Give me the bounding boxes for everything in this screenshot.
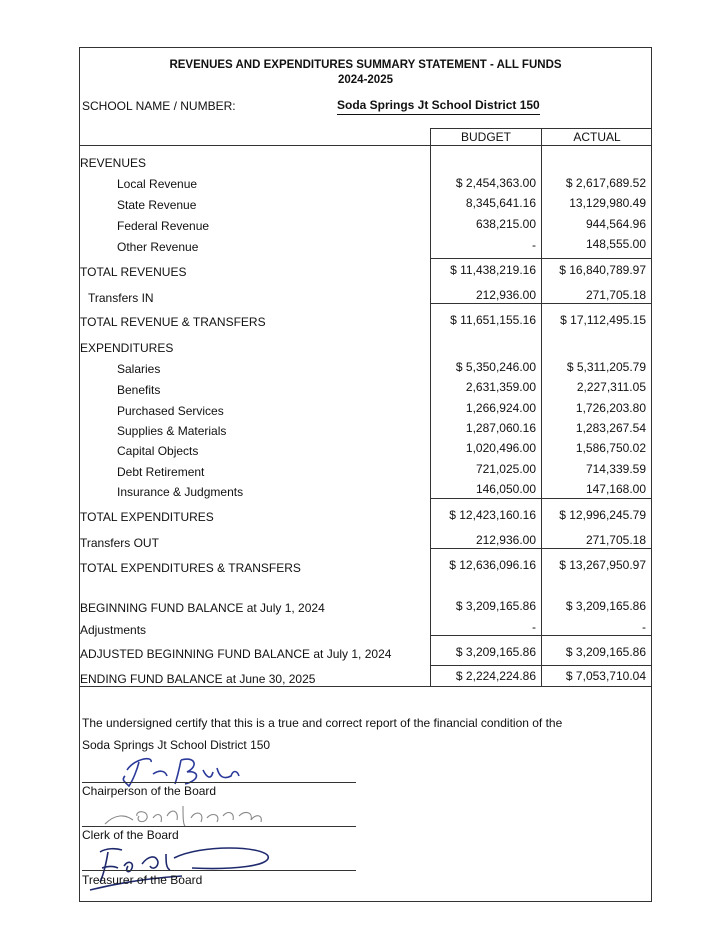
budget-local-revenue: $ 2,454,363.00 <box>455 176 536 190</box>
row-label-purchased-services: Purchased Services <box>117 404 224 418</box>
school-name-value: Soda Springs Jt School District 150 <box>337 98 540 115</box>
row-label-ending-fund-balance: ENDING FUND BALANCE at June 30, 2025 <box>80 672 316 686</box>
actual-supplies-materials: 1,283,267.54 <box>575 421 646 435</box>
adjustments-subtotal-line <box>430 635 651 636</box>
actual-transfers-out: 271,705.18 <box>585 533 646 547</box>
budget-total-expenditures-transfers: $ 12,636,096.16 <box>449 558 536 572</box>
row-label-adjustments: Adjustments <box>80 623 147 637</box>
actual-column-header: ACTUAL <box>573 130 621 144</box>
actual-total-expenditures: $ 12,996,245.79 <box>559 508 646 522</box>
clerk-label: Clerk of the Board <box>82 828 179 842</box>
row-label-supplies-materials: Supplies & Materials <box>117 424 227 438</box>
actual-beginning-fund-balance: $ 3,209,165.86 <box>565 599 646 613</box>
budget-salaries: $ 5,350,246.00 <box>455 360 536 374</box>
row-label-transfers-in: Transfers IN <box>88 291 154 305</box>
actual-salaries: $ 5,311,205.79 <box>566 360 646 374</box>
school-name-label: SCHOOL NAME / NUMBER: <box>82 99 236 113</box>
expenditure-subtotal-line <box>430 498 651 499</box>
actual-adjustments: - <box>642 620 646 634</box>
budget-total-revenue-transfers: $ 11,651,155.16 <box>450 313 536 327</box>
header-bottom-line <box>79 145 651 146</box>
row-label-adjusted-beginning-fund-balance: ADJUSTED BEGINNING FUND BALANCE at July 1, 2024 <box>80 647 392 661</box>
actual-local-revenue: $ 2,617,689.52 <box>565 176 646 190</box>
actual-federal-revenue: 944,564.96 <box>585 217 646 231</box>
chairperson-label: Chairperson of the Board <box>82 784 217 798</box>
treasurer-signature-line <box>82 870 356 871</box>
expenditures-heading: EXPENDITURES <box>80 341 174 355</box>
actual-other-revenue: 148,555.00 <box>585 237 646 251</box>
budget-adjustments: - <box>532 620 536 634</box>
row-label-federal-revenue: Federal Revenue <box>117 219 210 233</box>
budget-transfers-in: 212,936.00 <box>475 288 536 302</box>
chairperson-signature-line <box>82 782 356 783</box>
budget-adjusted-beginning-fund-balance: $ 3,209,165.86 <box>455 645 536 659</box>
statement-title: REVENUES AND EXPENDITURES SUMMARY STATEMENT - ALL FUNDS <box>169 59 562 71</box>
statement-title-block <box>79 58 652 88</box>
budget-debt-retirement: 721,025.00 <box>475 462 536 476</box>
budget-federal-revenue: 638,215.00 <box>475 217 536 231</box>
actual-total-expenditures-transfers: $ 13,267,950.97 <box>559 558 646 572</box>
actual-ending-fund-balance: $ 7,053,710.04 <box>565 669 646 683</box>
row-label-local-revenue: Local Revenue <box>117 177 198 191</box>
fiscal-year: 2024-2025 <box>338 74 393 86</box>
budget-purchased-services: 1,266,924.00 <box>465 401 536 415</box>
actual-total-revenue-transfers: $ 17,112,495.15 <box>560 313 646 327</box>
actual-debt-retirement: 714,339.59 <box>585 462 646 476</box>
budget-capital-objects: 1,020,496.00 <box>465 441 536 455</box>
treasurer-signature <box>82 838 282 896</box>
actual-purchased-services: 1,726,203.80 <box>575 401 646 415</box>
row-label-salaries: Salaries <box>117 362 161 376</box>
row-label-capital-objects: Capital Objects <box>117 444 199 458</box>
budget-supplies-materials: 1,287,060.16 <box>465 421 536 435</box>
revenues-heading: REVENUES <box>80 156 147 170</box>
actual-total-revenues: $ 16,840,789.97 <box>559 263 646 277</box>
clerk-signature-line <box>82 826 356 827</box>
budget-insurance-judgments: 146,050.00 <box>475 482 536 496</box>
actual-insurance-judgments: 147,168.00 <box>585 482 646 496</box>
transfers-in-subtotal-line <box>430 303 651 304</box>
actual-transfers-in: 271,705.18 <box>585 288 646 302</box>
certification-statement: The undersigned certify that this is a true and correct report of the financial condition of the <box>82 716 563 730</box>
budget-other-revenue: - <box>532 238 536 252</box>
row-label-total-revenue-transfers: TOTAL REVENUE & TRANSFERS <box>80 315 266 329</box>
budget-beginning-fund-balance: $ 3,209,165.86 <box>455 599 536 613</box>
actual-capital-objects: 1,586,750.02 <box>575 441 646 455</box>
row-label-state-revenue: State Revenue <box>117 198 197 212</box>
table-bottom-line <box>79 686 651 687</box>
budget-state-revenue: 8,345,641.16 <box>465 196 536 210</box>
treasurer-label: Treasurer of the Board <box>82 873 203 887</box>
row-label-total-revenues: TOTAL REVENUES <box>80 265 187 279</box>
row-label-transfers-out: Transfers OUT <box>80 536 159 550</box>
row-label-insurance-judgments: Insurance & Judgments <box>117 485 244 499</box>
budget-ending-fund-balance: $ 2,224,224.86 <box>455 669 536 683</box>
budget-benefits: 2,631,359.00 <box>465 380 536 394</box>
row-label-total-expenditures-transfers: TOTAL EXPENDITURES & TRANSFERS <box>80 561 301 575</box>
budget-total-revenues: $ 11,438,219.16 <box>450 263 536 277</box>
adjusted-balance-line <box>430 665 651 666</box>
row-label-debt-retirement: Debt Retirement <box>117 465 205 479</box>
transfers-out-subtotal-line <box>430 548 651 549</box>
budget-transfers-out: 212,936.00 <box>475 533 536 547</box>
row-label-other-revenue: Other Revenue <box>117 240 199 254</box>
revenue-subtotal-line <box>430 258 651 259</box>
row-label-benefits: Benefits <box>117 383 161 397</box>
row-label-total-expenditures: TOTAL EXPENDITURES <box>80 510 214 524</box>
budget-total-expenditures: $ 12,423,160.16 <box>449 508 536 522</box>
budget-column-header: BUDGET <box>460 130 511 144</box>
actual-adjusted-beginning-fund-balance: $ 3,209,165.86 <box>565 645 646 659</box>
actual-state-revenue: 13,129,980.49 <box>569 196 646 210</box>
row-label-beginning-fund-balance: BEGINNING FUND BALANCE at July 1, 2024 <box>80 601 325 615</box>
certification-district: Soda Springs Jt School District 150 <box>82 738 271 752</box>
actual-benefits: 2,227,311.05 <box>576 380 646 394</box>
